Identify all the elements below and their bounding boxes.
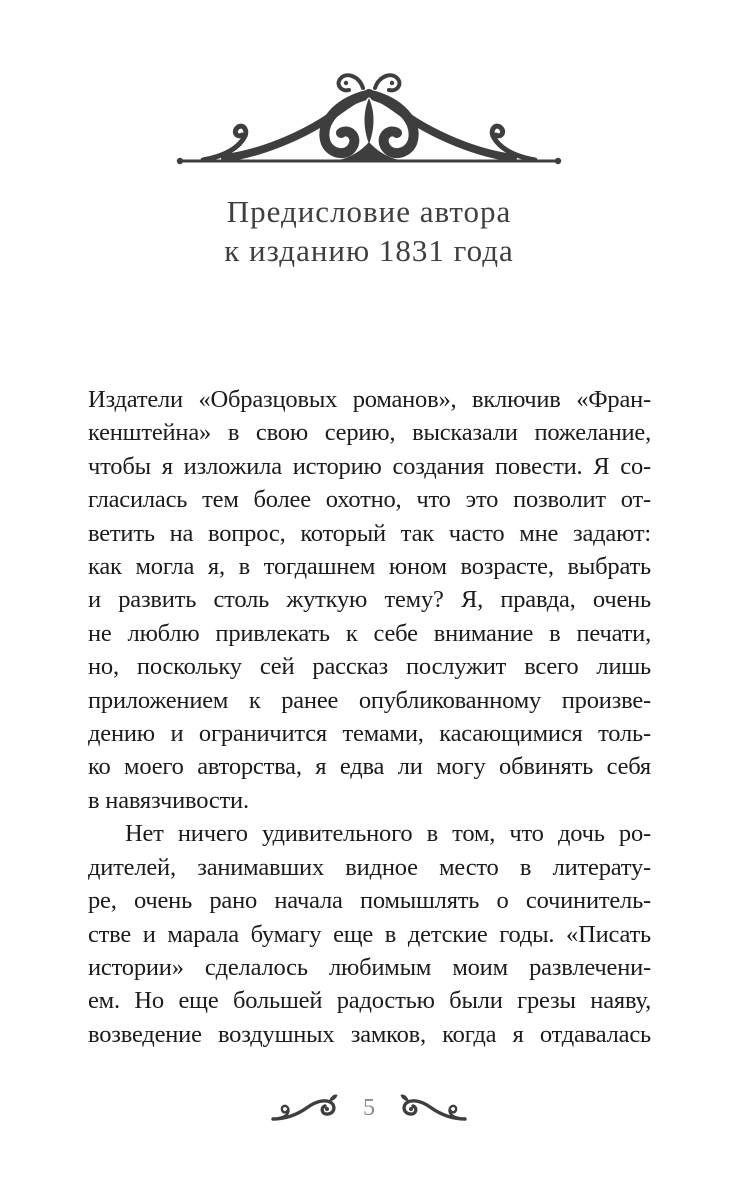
text-line: Издатели «Образцовых романов», включив «Фран- xyxy=(88,386,651,413)
text-line: ветить на вопрос, который так часто мне задают: xyxy=(88,519,651,547)
text-line: кенштейна» в свою серию, высказали пожелание, xyxy=(88,419,651,447)
footer-flourish-right-icon xyxy=(393,1092,467,1124)
text-line: ре, очень рано начала помышлять о сочинитель- xyxy=(88,887,651,915)
text-line: ко моего авторства, я едва ли могу обвинять себя xyxy=(88,753,651,781)
text-line: возведение воздушных замков, когда я отдавалась xyxy=(88,1020,651,1048)
text-line: дению и ограничится темами, касающимися толь- xyxy=(88,720,651,748)
text-line: приложением к ранее опубликованному произве- xyxy=(88,686,651,714)
text-line: стве и марала бумагу еще в детские годы. «Писать xyxy=(88,920,651,948)
footer-flourish-left-icon xyxy=(271,1092,345,1124)
chapter-title-line-1: Предисловие автора xyxy=(226,194,512,229)
text-line: чтобы я изложила историю создания повести. Я со- xyxy=(88,452,651,480)
text-line: ем. Но еще большей радостью были грезы наяву, xyxy=(88,987,651,1015)
text-line: гласилась тем более охотно, что это позволит от- xyxy=(88,486,651,514)
page-number: 5 xyxy=(363,1095,375,1121)
text-line: истории» сделалось любимым моим развлечени- xyxy=(88,953,651,981)
chapter-title xyxy=(0,192,738,270)
text-line: Нет ничего удивительного в том, что дочь ро- xyxy=(125,820,651,848)
text-line: и развить столь жуткую тему? Я, правда, очень xyxy=(88,586,651,614)
text-line: не люблю привлекать к себе внимание в печати, xyxy=(88,619,651,647)
chapter-title-line-2: к изданию 1831 года xyxy=(224,233,514,268)
text-line: как могла я, в тогдашнем юном возрасте, выбрать xyxy=(88,553,651,581)
body-text xyxy=(88,383,651,1051)
header-flourish-icon xyxy=(173,68,565,168)
text-line: дителей, занимавших видное место в литерату- xyxy=(88,853,651,881)
text-line: но, поскольку сей рассказ послужит всего лишь xyxy=(88,653,651,681)
text-line: в навязчивости. xyxy=(88,786,249,814)
page-footer xyxy=(0,1086,738,1130)
